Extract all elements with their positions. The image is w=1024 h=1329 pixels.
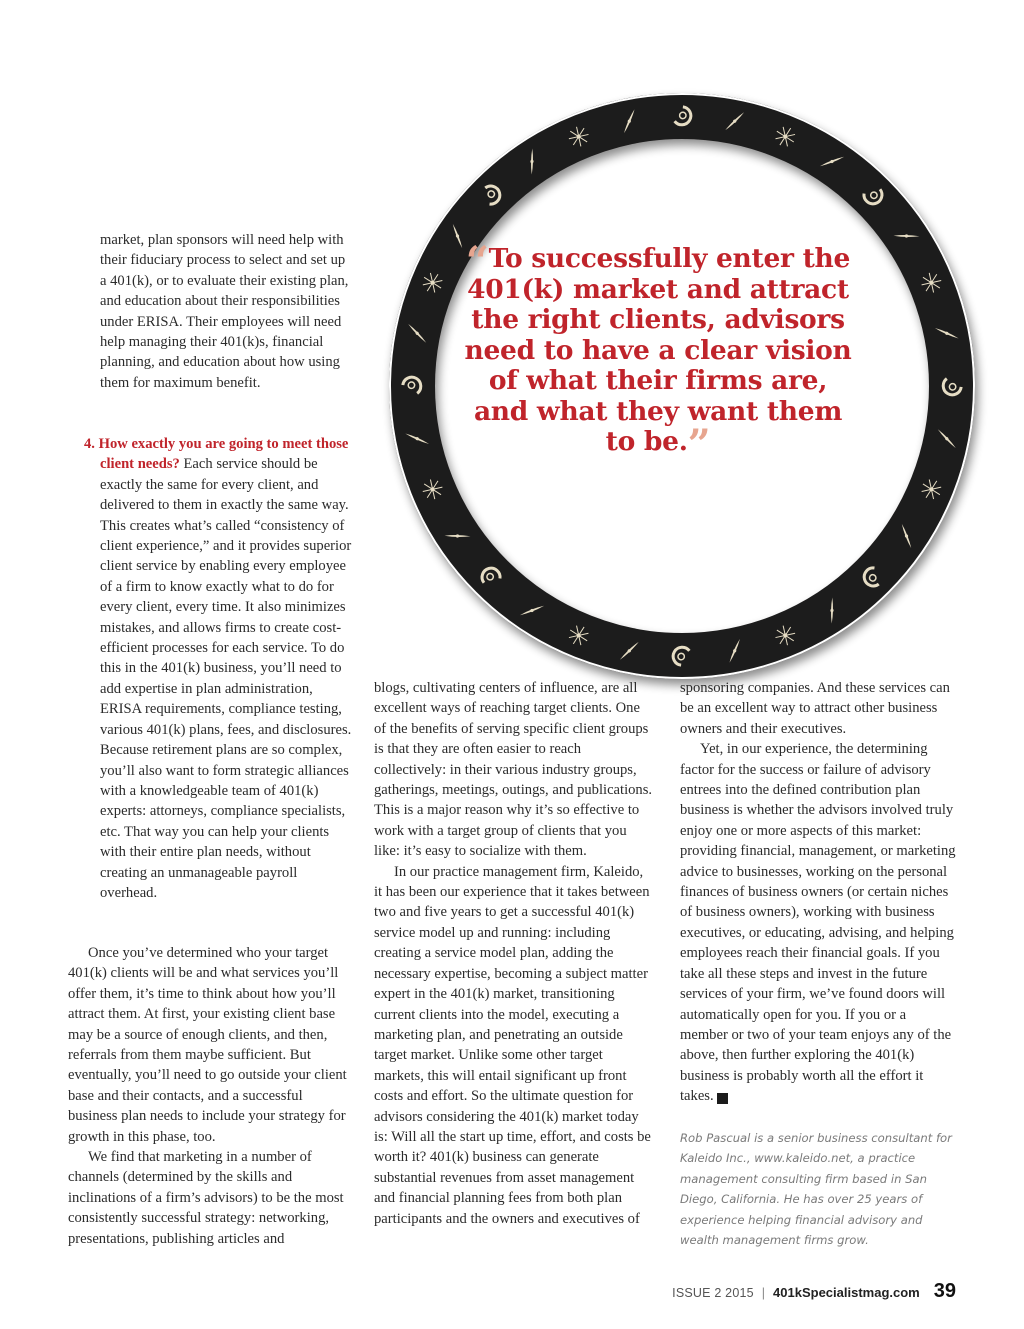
footer-site: 401kSpecialistmag.com — [773, 1285, 920, 1300]
paragraph-blogs: blogs, cultivating centers of influence, are all excellent ways of reaching target clients. One of the benefits of serving specific client groups is that they are often easier to reach collectively: in their various industry groups, gatherings, meetings, outings, and publications. This is a major reason why it’s so effective to work with a target group of clients that you like: it’s easy to socialize with them. — [374, 680, 653, 860]
end-mark-icon: K — [717, 1093, 728, 1104]
author-bio: Rob Pascual is a senior business consultant for Kaleido Inc., www.kaleido.net, a practice management consulting firm based in San Diego, California. He has over 25 years of experience helping financial advisory and wealth management firms grow. — [680, 1131, 952, 1248]
paragraph-determining-factor — [680, 739, 956, 1106]
close-quote-icon: ” — [687, 421, 711, 468]
column-2 — [374, 678, 654, 1229]
page-footer — [672, 1280, 956, 1306]
paragraph-attract-clients: Once you’ve determined who your target 401(k) clients will be and what services you’ll offer them, it’s time to think about how you’ll attract them. At first, your existing client base may be a source of enough clients, and then, referrals from them maybe sufficient. But eventually, you’ll need to go outside your client base and their contacts, and a successful business plan needs to include your strategy for growth in this phase, too. — [68, 945, 347, 1145]
footer-issue: ISSUE 2 2015 — [672, 1286, 754, 1300]
list-body: Each service should be exactly the same for every client, and delivered to them in exactly the same way. This creates what’s called “consistency of client experience,” and it provides superior client service by enabling every employee of a firm to know exactly what to do for every client, every time. It also minimizes mistakes, and allows firms to create cost-efficient processes for each service. To do this in the 401(k) business, you’ll need to add expertise in plan administration, ERISA requirements, compliance testing, various 401(k) plans, fees, and disclosures. Because retirement plans are so complex, you’ll also want to form strategic alliances with a knowledgeable team of 401(k) experts: attorneys, compliance specialists, etc. That way you can help your clients with their entire plan needs, without creating an unmanageable payroll overhead. — [100, 456, 352, 901]
paragraph-marketing-channels: We find that marketing in a number of channels (determined by the skills and inclinations of a firm’s advisors) to be the most consistently successful strategy: networking, presentations, publishing articles and — [68, 1149, 344, 1247]
paragraph-sponsoring: sponsoring companies. And these services can be an excellent way to attract other business owners and their executives. — [680, 680, 950, 737]
paragraph-kaleido: In our practice management firm, Kaleido, it has been our experience that it takes between two and five years to get a successful 401(k) service model up and running: including creating a service model plan, adding the necessary expertise, becoming a subject matter expert in the 401(k) market, transitioning current clients into the model, executing a marketing plan, and penetrating an outside target market. Unlike some other target markets, this will entail significant up front costs and effort. So the ultimate question for advisors considering the 401(k) market today is: Will all the start up time, effort, and costs be worth it? 401(k) business can generate substantial revenues from asset management and financial planning fees from both plan participants and the owners and executives of — [374, 863, 651, 1227]
numbered-list-item-4 — [84, 434, 352, 903]
footer-separator: | — [761, 1286, 766, 1300]
list-heading: How exactly you are going to meet those client needs? — [98, 436, 349, 473]
open-quote-icon: “ — [465, 238, 489, 285]
paragraph-plan-sponsors: market, plan sponsors will need help with their fiduciary process to select and set up a 401(k), or to evaluate their existing plan, and education about their responsibilities under ERISA. Their employees will need help managing their 401(k)s, financial planning, and education about how using them for maximum benefit. — [100, 232, 349, 391]
list-number: 4. — [84, 436, 95, 452]
pull-quote — [458, 238, 858, 468]
pull-quote-text: To successfully enter the 401(k) market and attract the right clients, advisors need to have a clear vision of what their firms are, and what they want them to be. — [464, 243, 852, 457]
column-1-bottom — [68, 943, 352, 1249]
page-number: 39 — [933, 1280, 956, 1302]
column-3 — [680, 678, 956, 1107]
determining-factor-text: Yet, in our experience, the determining factor for the success or failure of advisory entrees into the defined contribution plan business is whether the advisors involved truly enjoy one or more aspects of this market: providing financial, management, or marketing advice to businesses, working on the personal finances of business owners (or certain niches of business owners), working with business executives, or educating, advising, and helping employees reach their financial goals. If you take all these steps and invest in the future services of your firm, we’ve found doors will automatically open for you. If you or a member or two of your team enjoys any of the above, then further exploring the 401(k) business is probably worth all the effort it takes. — [680, 741, 956, 1105]
column-1-top — [100, 230, 352, 393]
